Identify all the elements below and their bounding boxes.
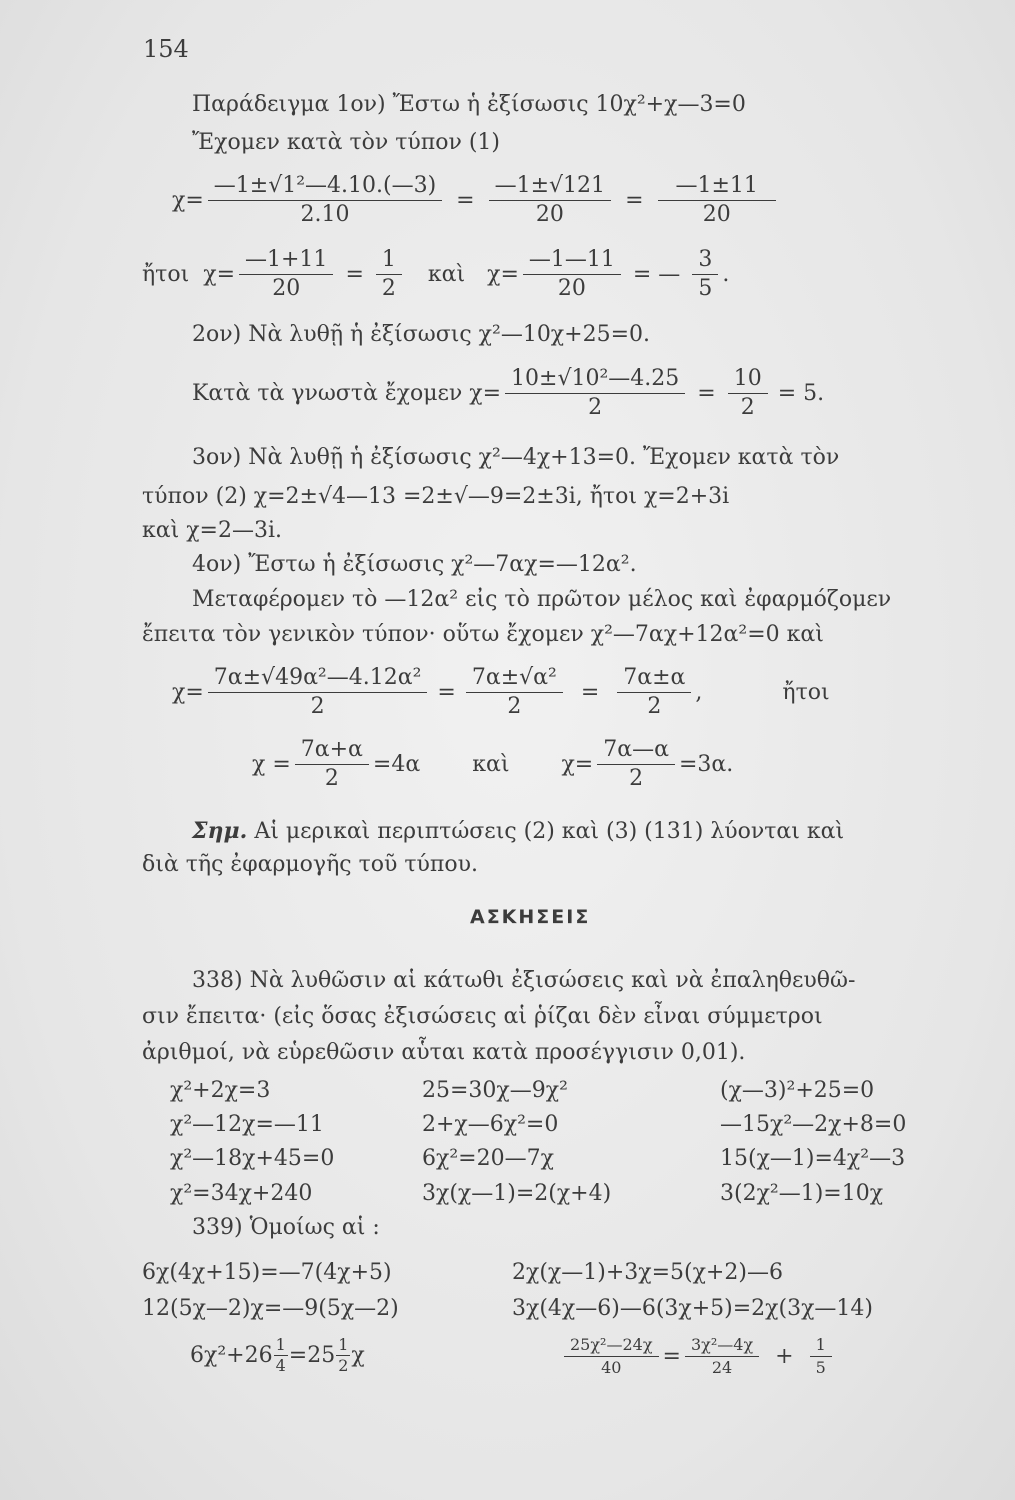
numerator: 7α±α: [617, 666, 691, 693]
denominator: 2.10: [300, 202, 350, 227]
third-line-2: τύπον (2) χ=2±√4—13 =2±√—9=2±3i, ἤτοι χ=2+3i: [142, 484, 730, 509]
numerator: 7α±√α²: [466, 666, 563, 693]
equals-sign: =: [437, 680, 456, 705]
numerator: —1±11: [658, 174, 776, 201]
denominator: 2: [740, 395, 755, 420]
fraction: [208, 174, 442, 227]
equation: 6χ(4χ+15)=—7(4χ+5): [142, 1260, 392, 1285]
ex338-line-2: σιν ἔπειτα· (εἰς ὅσας ἐξισώσεις αἱ ῥίζαι δὲν εἶναι σύμμετροι: [142, 1004, 823, 1029]
fraction: [523, 248, 621, 301]
page-number: 154: [143, 35, 189, 63]
equals-sign: =: [625, 188, 644, 213]
denominator: 2: [507, 694, 522, 719]
equation: χ²+2χ=3: [170, 1078, 271, 1103]
result: = 5.: [777, 381, 825, 406]
numerator: —1—11: [523, 248, 621, 275]
period: .: [722, 262, 730, 287]
equation: 3χ(4χ—6)—6(3χ+5)=2χ(3χ—14): [512, 1296, 873, 1321]
result: =4α: [372, 752, 421, 777]
equation: 2χ(χ—1)+3χ=5(χ+2)—6: [512, 1260, 783, 1285]
equation: 12(5χ—2)χ=—9(5χ—2): [142, 1296, 399, 1321]
formula-lhs: χ=: [203, 262, 235, 287]
fraction: [505, 367, 685, 420]
denominator: 20: [702, 202, 731, 227]
equation: (χ—3)²+25=0: [720, 1078, 875, 1103]
denominator: 20: [557, 276, 586, 301]
fourth-line-1: 4ον) Ἔστω ἡ ἐξίσωσις χ²—7αχ=—12α².: [192, 552, 637, 577]
fourth-line-3: ἔπειτα τὸν γενικὸν τύπον· οὕτω ἔχομεν χ²—7αχ+12α²=0 καὶ: [142, 622, 824, 647]
equation: 3(2χ²—1)=10χ: [720, 1181, 884, 1206]
section-heading: ΑΣΚΗΣΕΙΣ: [470, 906, 591, 928]
ex339-title: 339) Ὁμοίως αἱ :: [192, 1215, 380, 1240]
numerator: —1±√1²—4.10.(—3): [208, 174, 442, 201]
numerator: 10: [728, 367, 768, 394]
formula-double-root: [192, 367, 824, 420]
fraction: [564, 1336, 659, 1377]
fourth-line-2: Μεταφέρομεν τὸ —12α² εἰς τὸ πρῶτον μέλος καὶ ἐφαρμόζομεν: [192, 587, 892, 612]
numerator: 25χ²—24χ: [564, 1336, 659, 1357]
ex338-line-1: 338) Νὰ λυθῶσιν αἱ κάτωθι ἐξισώσεις καὶ νὰ ἐπαληθευθῶ-: [192, 968, 856, 993]
equation: 3χ(χ—1)=2(χ+4): [422, 1181, 612, 1206]
note-text: Αἱ μερικαὶ περιπτώσεις (2) καὶ (3) (131) λύονται καὶ: [254, 819, 845, 844]
equation-fractions: [560, 1336, 836, 1377]
formula-lhs: χ=: [487, 262, 519, 287]
equation: 2+χ—6χ²=0: [422, 1112, 559, 1137]
note-line-1: [192, 818, 844, 845]
denominator: 40: [601, 1358, 622, 1377]
numerator: —1±√121: [489, 174, 611, 201]
numerator: 1: [338, 1335, 349, 1354]
word-itoi: ἤτοι: [142, 262, 190, 287]
numerator: 1: [376, 248, 402, 275]
second-line-1: 2ον) Νὰ λυθῇ ἡ ἐξίσωσις χ²—10χ+25=0.: [192, 322, 650, 347]
fraction: [336, 1336, 350, 1375]
equation: 15(χ—1)=4χ²—3: [720, 1146, 906, 1171]
third-line-3: καὶ χ=2—3i.: [142, 518, 283, 543]
numerator: 3: [692, 248, 718, 275]
equation-mixed-fractions: [190, 1336, 365, 1375]
numerator: 1: [810, 1336, 832, 1357]
numerator: 3χ²—4χ: [685, 1336, 759, 1357]
example-1-line-1: Παράδειγμα 1ον) Ἔστω ἡ ἐξίσωσις 10χ²+χ—3=0: [192, 92, 746, 117]
formula-quadratic-solution: [172, 174, 780, 227]
word-kai: καὶ: [472, 752, 510, 777]
equation: χ²—12χ=—11: [170, 1112, 324, 1137]
equation: χ²—18χ+45=0: [170, 1146, 335, 1171]
fraction: [295, 738, 369, 791]
expression: χ: [351, 1343, 365, 1368]
word-kai: καὶ: [427, 262, 466, 287]
formula-general: [172, 666, 830, 719]
fraction: [617, 666, 691, 719]
expression: =25: [288, 1343, 336, 1368]
example-1-line-2: Ἔχομεν κατὰ τὸν τύπον (1): [192, 130, 501, 155]
equals-sign: = —: [632, 262, 681, 287]
fraction: [376, 248, 402, 301]
equation: —15χ²—2χ+8=0: [720, 1112, 907, 1137]
denominator: 2: [338, 1356, 349, 1375]
fraction: [208, 666, 428, 719]
denominator: 2: [647, 694, 662, 719]
denominator: 4: [275, 1356, 286, 1375]
numerator: 1: [275, 1335, 286, 1354]
numerator: 10±√10²—4.25: [505, 367, 685, 394]
ex338-line-3: ἀριθμοί, νὰ εὑρεθῶσιν αὗται κατὰ προσέγγισιν 0,01).: [142, 1040, 746, 1065]
fraction: [685, 1336, 759, 1377]
fraction: [274, 1336, 288, 1375]
fraction: [466, 666, 563, 719]
third-line-1: 3ον) Νὰ λυθῇ ἡ ἐξίσωσις χ²—4χ+13=0. Ἔχομεν κατὰ τὸν: [192, 445, 840, 470]
denominator: 2: [324, 766, 339, 791]
fraction: [728, 367, 768, 420]
plus-sign: +: [775, 1344, 794, 1369]
fraction: [658, 174, 776, 227]
formula-lhs: χ=: [172, 188, 204, 213]
equals-sign: =: [697, 381, 716, 406]
denominator: 20: [272, 276, 301, 301]
fraction: [489, 174, 611, 227]
equation: 25=30χ—9χ²: [422, 1078, 568, 1103]
denominator: 2: [381, 276, 396, 301]
formula-lhs: χ =: [252, 752, 291, 777]
numerator: 7α±√49α²—4.12α²: [208, 666, 428, 693]
denominator: 5: [698, 276, 713, 301]
note-label: Σημ.: [192, 818, 248, 844]
formula-prefix: Κατὰ τὰ γνωστὰ ἔχομεν χ=: [192, 381, 502, 406]
fraction: [597, 738, 675, 791]
equation: 6χ²=20—7χ: [422, 1146, 554, 1171]
denominator: 2: [588, 395, 603, 420]
formula-roots: [142, 248, 729, 301]
numerator: 7α—α: [597, 738, 675, 765]
denominator: 2: [310, 694, 325, 719]
equals-sign: =: [345, 262, 364, 287]
equation: χ²=34χ+240: [170, 1181, 313, 1206]
result: =3α.: [678, 752, 734, 777]
fraction: [239, 248, 333, 301]
numerator: 7α+α: [295, 738, 369, 765]
equals-sign: =: [580, 680, 600, 705]
equals-sign: =: [456, 188, 475, 213]
formula-roots-alpha: [252, 738, 733, 791]
numerator: —1+11: [239, 248, 333, 275]
comma: ,: [695, 680, 703, 705]
formula-lhs: χ=: [561, 752, 594, 777]
fraction: [810, 1336, 832, 1377]
formula-lhs: χ=: [172, 680, 204, 705]
denominator: 20: [535, 202, 564, 227]
fraction: [692, 248, 718, 301]
note-line-2: διὰ τῆς ἐφαρμογῆς τοῦ τύπου.: [142, 852, 478, 877]
word-itoi: ἤτοι: [782, 680, 830, 705]
expression: 6χ²+26: [190, 1343, 273, 1368]
denominator: 2: [629, 766, 644, 791]
denominator: 5: [815, 1358, 826, 1377]
denominator: 24: [711, 1358, 733, 1377]
equals-sign: =: [662, 1344, 681, 1369]
